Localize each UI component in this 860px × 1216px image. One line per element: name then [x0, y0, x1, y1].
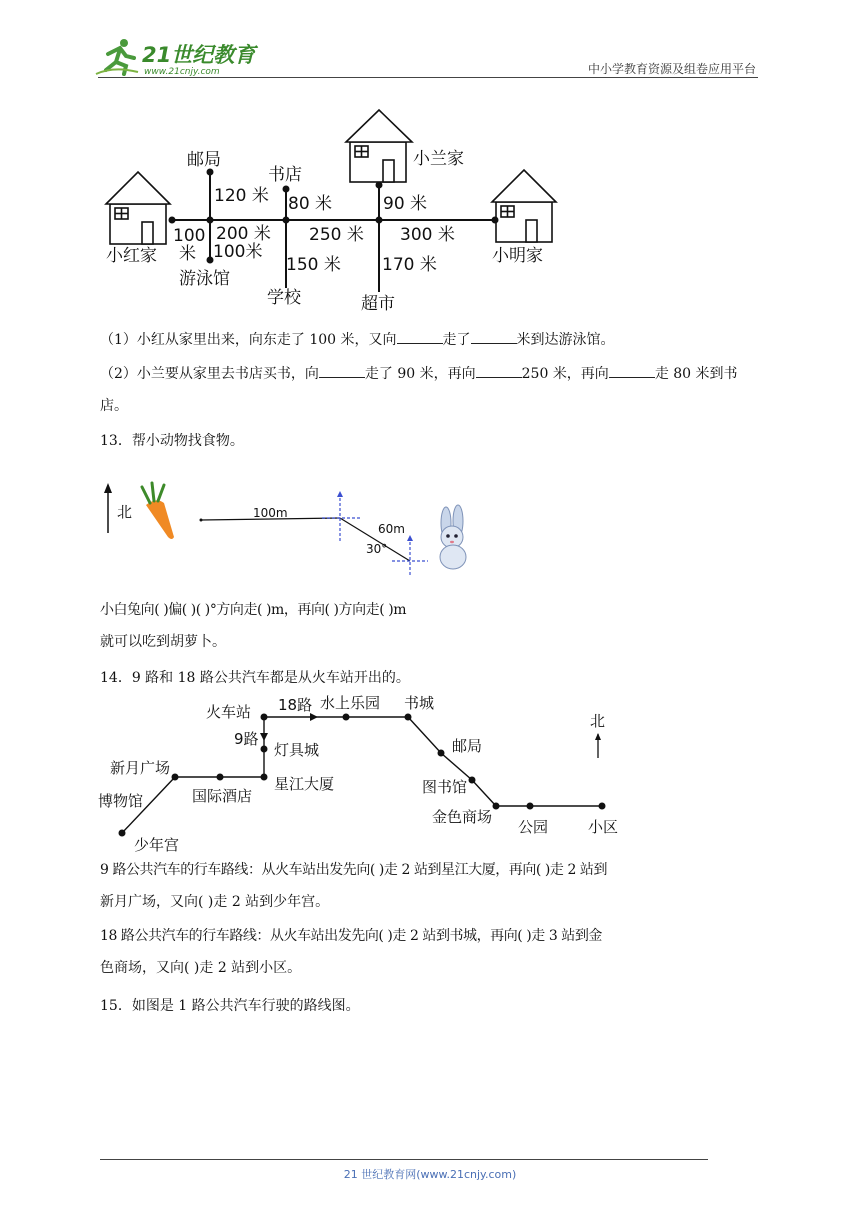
carrot-icon — [142, 483, 174, 539]
north-arrow-icon — [595, 733, 601, 758]
house-icon — [106, 172, 170, 244]
question-14-route-18: 18 路公共汽车的行车路线：从火车站出发先向( )走 2 站到书城，再向( )走 3 站到金 色商场，又向( )走 2 站到小区。 — [100, 928, 602, 976]
station-train-station: 火车站 — [206, 703, 252, 721]
station-xinyue-square: 新月广场 — [110, 759, 171, 777]
dist-100m: 100m — [253, 506, 288, 520]
dist-80: 80 米 — [288, 194, 333, 214]
footer-link[interactable]: 21 世纪教育网(www.21cnjy.com) — [343, 1168, 517, 1181]
direction-map-diagram — [100, 100, 580, 315]
dist-200: 200 米 — [216, 224, 271, 244]
header-divider — [98, 77, 758, 78]
rabbit-route-diagram — [98, 475, 488, 585]
question-13-title: 13．帮小动物找食物。 — [100, 433, 244, 449]
label-xiaolan-home: 小兰家 — [413, 149, 464, 169]
runner-logo-icon — [96, 39, 138, 74]
station-xingjiang-tower: 星江大厦 — [274, 775, 335, 793]
dist-300: 300 米 — [400, 225, 455, 245]
route-9-label: 9路 — [234, 730, 259, 748]
label-swimming-pool: 游泳馆 — [179, 269, 230, 289]
house-icon — [492, 170, 556, 242]
dist-100-south: 100米 — [213, 242, 263, 262]
station-youth-palace: 少年宫 — [134, 836, 180, 854]
station-book-city: 书城 — [404, 694, 435, 712]
dist-170: 170 米 — [382, 255, 437, 275]
north-arrow-icon — [104, 483, 112, 533]
house-icon — [346, 110, 412, 182]
rabbit-icon — [440, 505, 466, 569]
route-18-label: 18路 — [278, 696, 313, 714]
dist-120: 120 米 — [214, 186, 269, 206]
dist-150: 150 米 — [286, 255, 341, 275]
question-15-title: 15．如图是 1 路公共汽车行驶的路线图。 — [100, 998, 360, 1014]
angle-30: 30° — [366, 542, 388, 556]
dist-60m: 60m — [378, 522, 405, 536]
label-post-office: 邮局 — [187, 150, 221, 170]
dist-100-east: 100 — [173, 226, 206, 246]
station-lamp-city: 灯具城 — [274, 741, 320, 759]
label-supermarket: 超市 — [361, 294, 395, 314]
site-logo — [94, 36, 264, 78]
question-13-answer-line: 小白兔向( )偏( )( )°方向走( )m，再向( )方向走( )m 就可以吃到胡萝卜。 — [100, 602, 407, 650]
question-12-part-2: （2）小兰要从家里去书店买书，向 走了 90 米，再向 250 米，再向 走 80 米到书 店。 — [100, 358, 764, 422]
station-water-park: 水上乐园 — [320, 694, 381, 712]
answer-blank[interactable] — [471, 328, 517, 344]
label-bookstore: 书店 — [268, 165, 302, 185]
station-community: 小区 — [588, 818, 619, 836]
label-xiaoming-home: 小明家 — [492, 246, 543, 266]
station-intl-hotel: 国际酒店 — [192, 787, 253, 805]
logo-url: www.21cnjy.com — [144, 67, 220, 77]
station-post-office: 邮局 — [452, 737, 483, 755]
footer-divider — [100, 1159, 708, 1160]
north-label: 北 — [590, 712, 606, 730]
dist-250: 250 米 — [309, 225, 364, 245]
station-park: 公园 — [518, 818, 549, 836]
station-golden-mall: 金色商场 — [432, 808, 493, 826]
station-library: 图书馆 — [422, 778, 468, 796]
question-14-title: 14．9 路和 18 路公共汽车都是从火车站开出的。 — [100, 670, 410, 686]
north-label: 北 — [117, 503, 133, 521]
answer-blank[interactable] — [609, 362, 655, 378]
answer-blank[interactable] — [476, 362, 522, 378]
question-12-part-1: （1）小红从家里出来，向东走了 100 米，又向 走了 米到达游泳馆。 — [100, 324, 764, 356]
logo-text: 21世纪教育 — [142, 43, 256, 67]
dist-90: 90 米 — [383, 194, 428, 214]
question-14-route-9: 9 路公共汽车的行车路线：从火车站出发先向( )走 2 站到星江大厦，再向( )走 2 站到 新月广场，又向( )走 2 站到少年宫。 — [100, 862, 608, 910]
answer-blank[interactable] — [319, 362, 365, 378]
dist-100-east-unit: 米 — [179, 244, 196, 264]
station-museum: 博物馆 — [98, 792, 144, 810]
answer-blank[interactable] — [397, 328, 443, 344]
bus-route-map — [96, 688, 656, 858]
label-school: 学校 — [267, 288, 301, 308]
label-xiaohong-home: 小红家 — [106, 246, 157, 266]
header-platform-text: 中小学教育资源及组卷应用平台 — [587, 62, 756, 76]
